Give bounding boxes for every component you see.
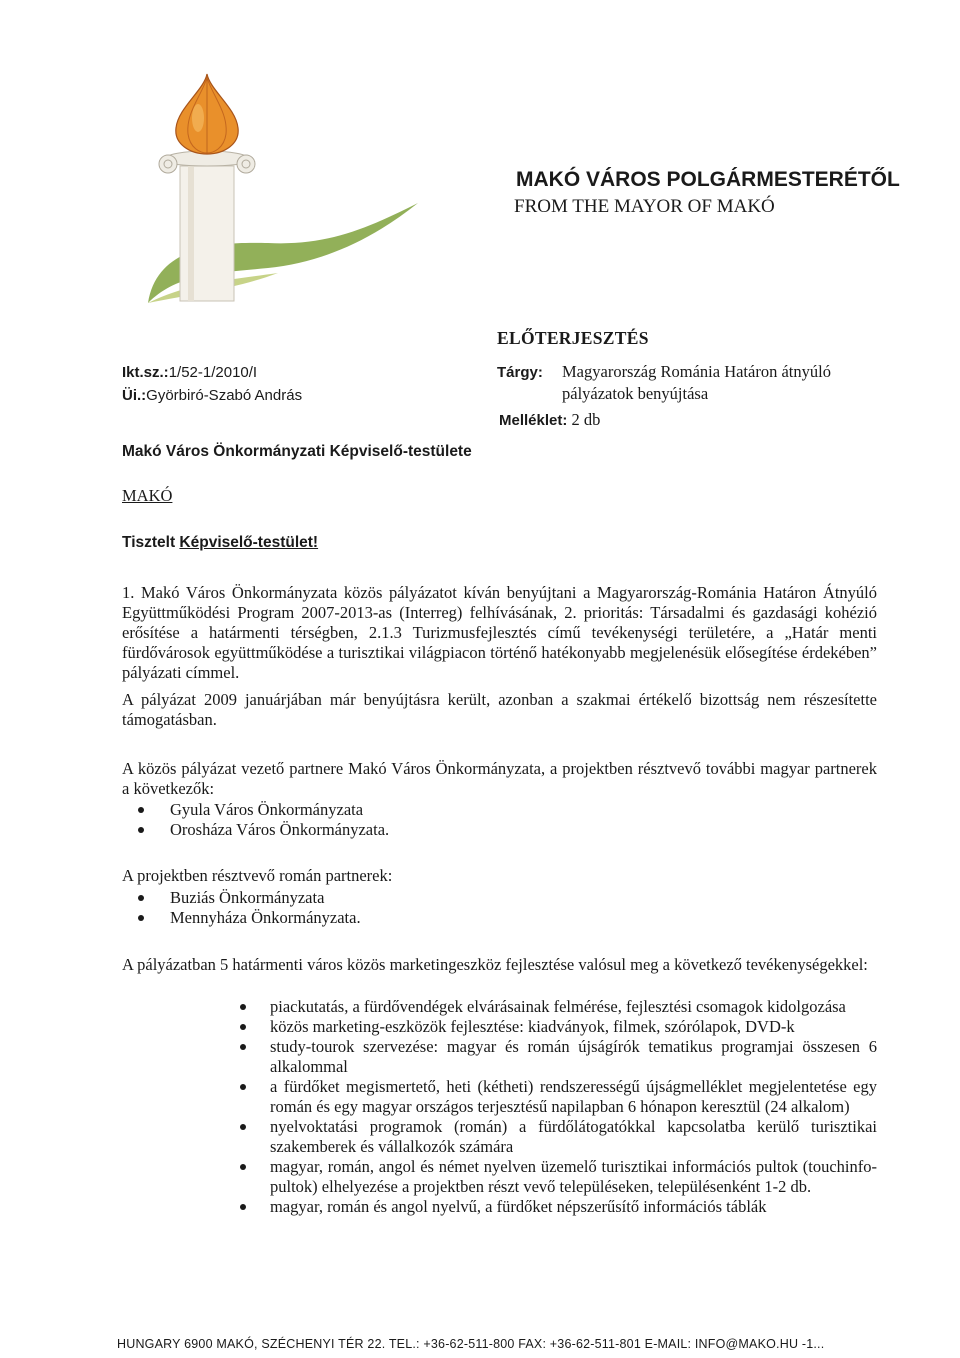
paragraph-1: 1. Makó Város Önkormányzata közös pályázatot kíván benyújtani a Magyarország-Románia Határon Átnyúló Együttműködési Program 2007-2013-as (Interreg) felhívásának, 2. prioritás: Társadalmi és gazdasági kohézió erősítése a határmenti térségben, 2.1.3 Turizmusfejlesztés című tevékenységi területére, a „Határ menti fürdővárosok együttműködése a turisztikai világpiacon történő hatékonyabb megjelenésük elősegítése érdekében” pályázati címmel. bbox=[122, 583, 877, 682]
salutation bbox=[122, 534, 318, 552]
paragraph-2: A pályázat 2009 januárjában már benyújtásra került, azonban a szakmai értékelő bizottság nem részesítette támogatásban. bbox=[122, 690, 877, 729]
paragraph-5: A pályázatban 5 határmenti város közös marketingeszköz fejlesztése valósul meg a következő tevékenységekkel: bbox=[122, 955, 868, 974]
file-number bbox=[122, 362, 257, 383]
bullet-icon bbox=[240, 1124, 246, 1130]
bullet-icon bbox=[240, 1044, 246, 1050]
attachment-value: 2 db bbox=[571, 410, 601, 429]
bullet-icon bbox=[240, 1004, 246, 1010]
list-item: magyar, román, angol és német nyelven üzemelő turisztikai információs pultok (touchinfo-pultok) elhelyezése a projektben részt vevő településeken, településenként 1-2 db. bbox=[122, 1157, 877, 1197]
subject-line-1: Magyarország Románia Határon átnyúló bbox=[562, 362, 831, 381]
footer-contact: HUNGARY 6900 MAKÓ, SZÉCHENYI TÉR 22. TEL.: +36-62-511-800 FAX: +36-62-511-801 E-MAIL: INFO@MAKO.HU -1... bbox=[117, 1337, 825, 1351]
subject-label: Tárgy: bbox=[497, 364, 543, 381]
subject-line-2: pályázatok benyújtása bbox=[562, 384, 709, 403]
bullet-icon bbox=[138, 807, 144, 813]
recipient-city: MAKÓ bbox=[122, 486, 173, 505]
list-item: study-tourok szervezése: magyar és román újságírók tematikus programjai összesen 6 alkalommal bbox=[122, 1037, 877, 1077]
bullet-icon bbox=[240, 1084, 246, 1090]
attachment-label: Melléklet: bbox=[499, 412, 568, 429]
list-item: Mennyháza Önkormányzata. bbox=[122, 908, 877, 928]
activities-list bbox=[122, 997, 877, 1217]
bullet-icon bbox=[138, 915, 144, 921]
mako-onion-logo bbox=[118, 68, 418, 338]
bullet-icon bbox=[240, 1024, 246, 1030]
list-item: Gyula Város Önkormányzata bbox=[122, 800, 877, 820]
document-type: ELŐTERJESZTÉS bbox=[497, 328, 649, 348]
salutation-addressee: Képviselő-testület! bbox=[179, 534, 319, 551]
bullet-icon bbox=[240, 1164, 246, 1170]
bullet-icon bbox=[138, 827, 144, 833]
romanian-partners-list bbox=[122, 888, 877, 928]
file-number-label: Ikt.sz.: bbox=[122, 364, 169, 381]
recipient-body: Makó Város Önkormányzati Képviselő-testülete bbox=[122, 443, 472, 460]
attachment bbox=[499, 410, 600, 431]
administrator bbox=[122, 385, 302, 406]
subject bbox=[497, 362, 543, 383]
bullet-icon bbox=[138, 895, 144, 901]
list-item: Buziás Önkormányzata bbox=[122, 888, 877, 908]
bullet-icon bbox=[240, 1204, 246, 1210]
list-item: piackutatás, a fürdővendégek elvárásainak felmérése, fejlesztési csomagok kidolgozása bbox=[122, 997, 877, 1017]
list-item: nyelvoktatási programok (román) a fürdőlátogatókkal kapcsolatba kerülő turisztikai szakemberek és vállalkozók számára bbox=[122, 1117, 877, 1157]
hungarian-partners-list bbox=[122, 800, 877, 840]
page-title: MAKÓ VÁROS POLGÁRMESTERÉTŐL bbox=[516, 168, 900, 191]
paragraph-4: A projektben résztvevő román partnerek: bbox=[122, 866, 393, 885]
salutation-prefix: Tisztelt bbox=[122, 534, 180, 551]
list-item: közös marketing-eszközök fejlesztése: kiadványok, filmek, szórólapok, DVD-k bbox=[122, 1017, 877, 1037]
list-item: a fürdőket megismertető, heti (kétheti) rendszerességű újságmelléklet megjelentetése egy román és egy magyar országos terjesztésű napilapban 6 hónapon keresztül (24 alkalom) bbox=[122, 1077, 877, 1117]
list-item: Orosháza Város Önkormányzata. bbox=[122, 820, 877, 840]
list-item: magyar, román és angol nyelvű, a fürdőket népszerűsítő információs táblák bbox=[122, 1197, 877, 1217]
file-number-value: 1/52-1/2010/I bbox=[168, 364, 258, 381]
administrator-value: Györbiró-Szabó András bbox=[146, 387, 303, 404]
paragraph-3: A közös pályázat vezető partnere Makó Város Önkormányzata, a projektben résztvevő további magyar partnerek a következők: bbox=[122, 759, 877, 798]
page-subtitle: FROM THE MAYOR OF MAKÓ bbox=[514, 196, 775, 217]
administrator-label: Üi.: bbox=[122, 387, 147, 404]
